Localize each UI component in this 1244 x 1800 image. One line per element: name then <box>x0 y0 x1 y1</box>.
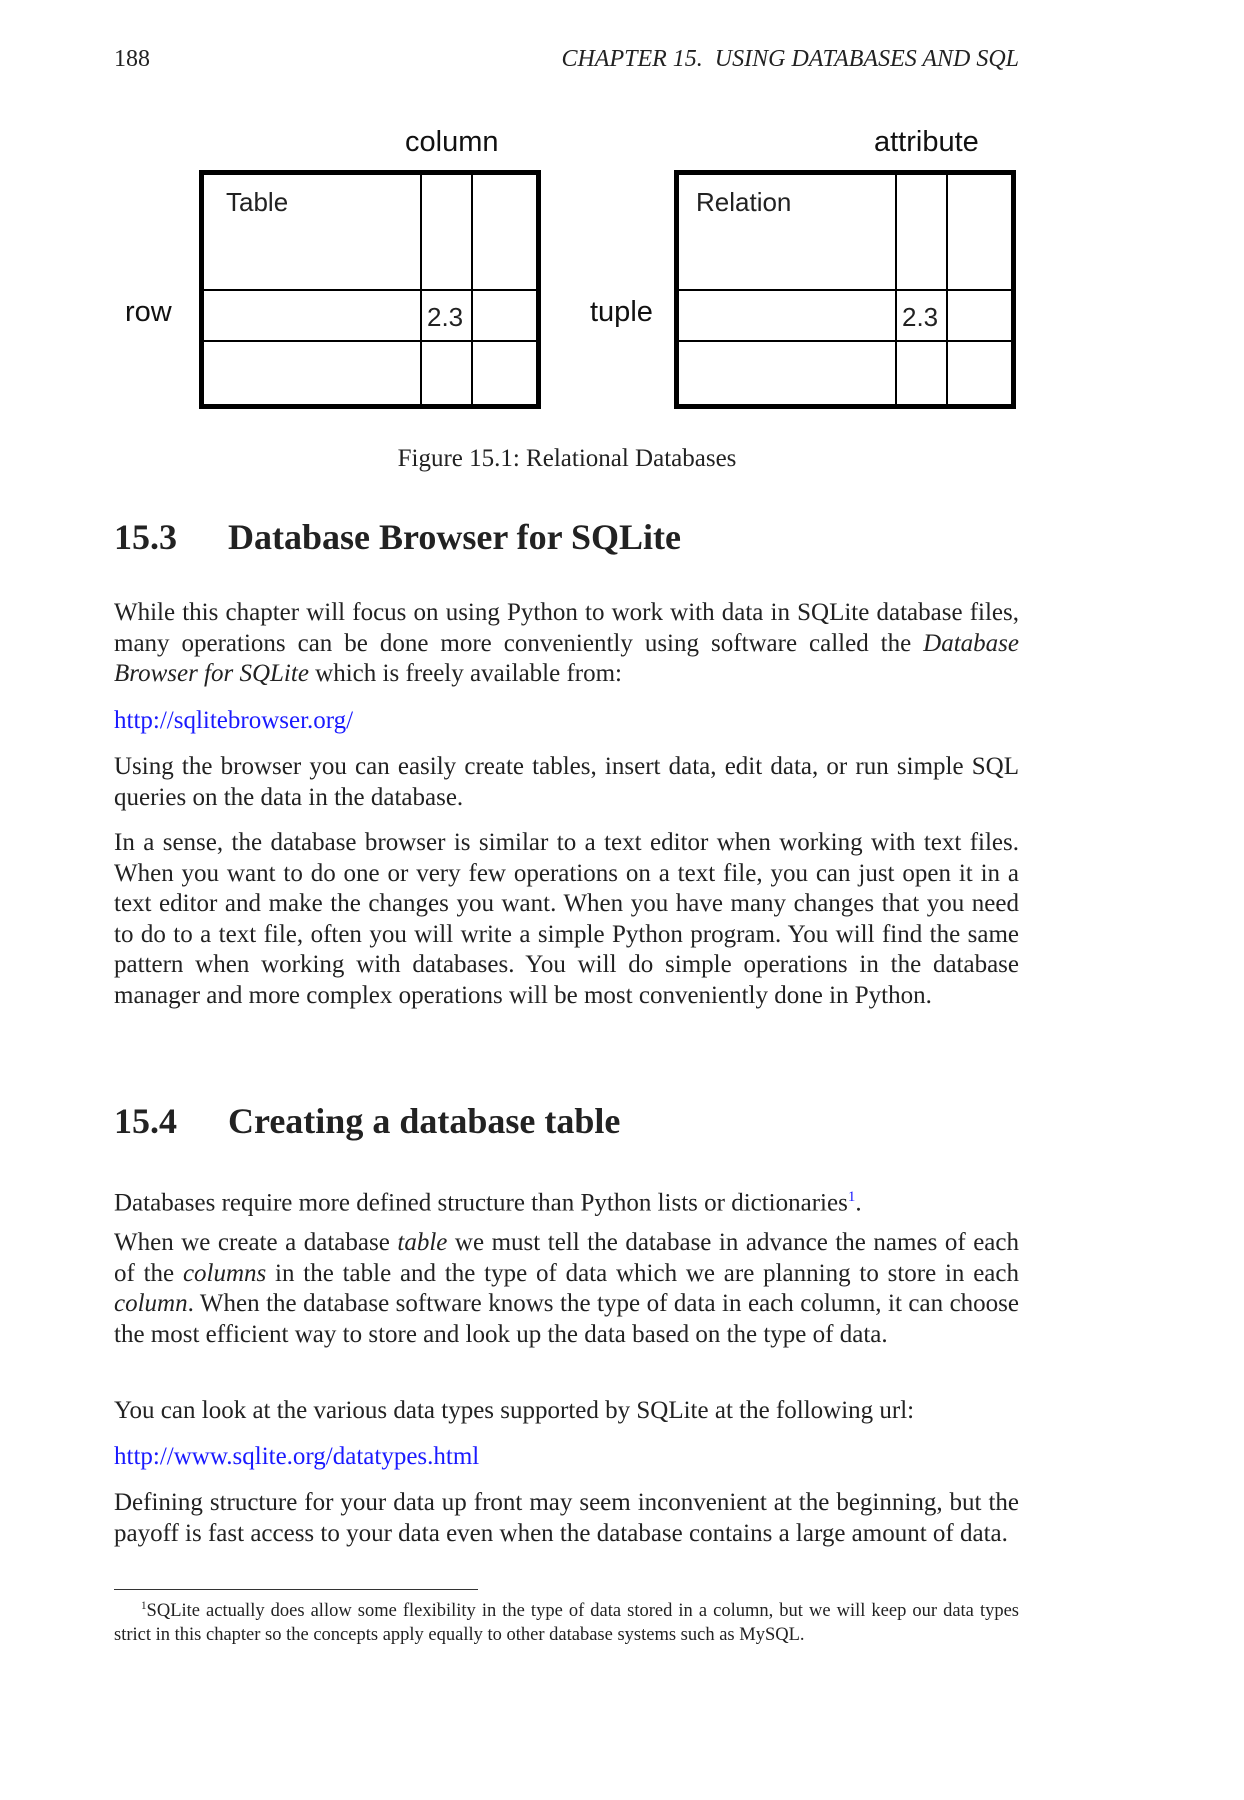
paragraph: Using the browser you can easily create tables, insert data, edit data, or run simple SQL queries on the data in the database. <box>114 753 1019 811</box>
paragraph: You can look at the various data types supported by SQLite at the following url: <box>114 1397 915 1424</box>
table-name: Table <box>226 187 289 217</box>
row-label: row <box>125 296 172 328</box>
section-heading-15-4: 15.4 Creating a database table <box>114 1101 621 1141</box>
paragraph: Databases require more defined structure than Python lists or dictionaries$^1$. <box>114 1189 862 1217</box>
page-number: 188 <box>114 46 150 72</box>
table-diagram <box>199 170 541 409</box>
figure-caption: Figure 15.1: Relational Databases <box>397 445 737 472</box>
relation-name: Relation <box>696 187 792 217</box>
relation-diagram <box>674 170 1016 409</box>
paragraph: When we create a database table we must tell the database in advance the names of each of the columns in the table and the type of data which we are planning to store in each column. When the database software knows the type of data in each column, it can choose the most efficient way to store and look up the data based on the type of data. <box>114 1229 1019 1348</box>
paragraph: While this chapter will focus on using Python to work with data in SQLite database files, many operations can be done more conveniently using software called the Database Browser for SQLite which is freely available from: <box>114 599 1019 687</box>
section-heading-15-3: 15.3 Database Browser for SQLite <box>114 517 681 557</box>
column-label: column <box>405 126 499 158</box>
paragraph: In a sense, the database browser is similar to a text editor when working with text files. When you want to do one or very few operations on a text file, you can just open it in a text editor and make the changes you want. When you have many changes that you need to do to a text file, often you will write a simple Python program. You will find the same pattern when working with databases. You will do simple operations in the database manager and more complex operations will be most conveniently done in Python. <box>114 829 1019 1009</box>
sqlite-datatypes-link[interactable]: http://www.sqlite.org/datatypes.html <box>114 1443 480 1470</box>
sqlitebrowser-link[interactable]: http://sqlitebrowser.org/ <box>114 707 354 734</box>
paragraph <box>114 1442 1019 1473</box>
running-header: CHAPTER 15. USING DATABASES AND SQL <box>561 46 1019 72</box>
tuple-label: tuple <box>590 296 653 328</box>
footnote: $^1$SQLite actually does allow some flexibility in the type of data stored in a column, but we will keep our data types strict in this chapter so the concepts apply equally to other database systems such as MySQL. <box>114 1600 1019 1646</box>
attribute-label: attribute <box>874 126 979 158</box>
cell-value: 2.3 <box>902 302 939 332</box>
paragraph <box>114 706 1019 737</box>
footnote-ref[interactable]: 1 <box>847 1189 856 1205</box>
cell-value: 2.3 <box>427 302 464 332</box>
footnote-rule <box>114 1589 478 1590</box>
paragraph: Defining structure for your data up front may seem inconvenient at the beginning, but the payoff is fast access to your data even when the database contains a large amount of data. <box>114 1489 1019 1547</box>
